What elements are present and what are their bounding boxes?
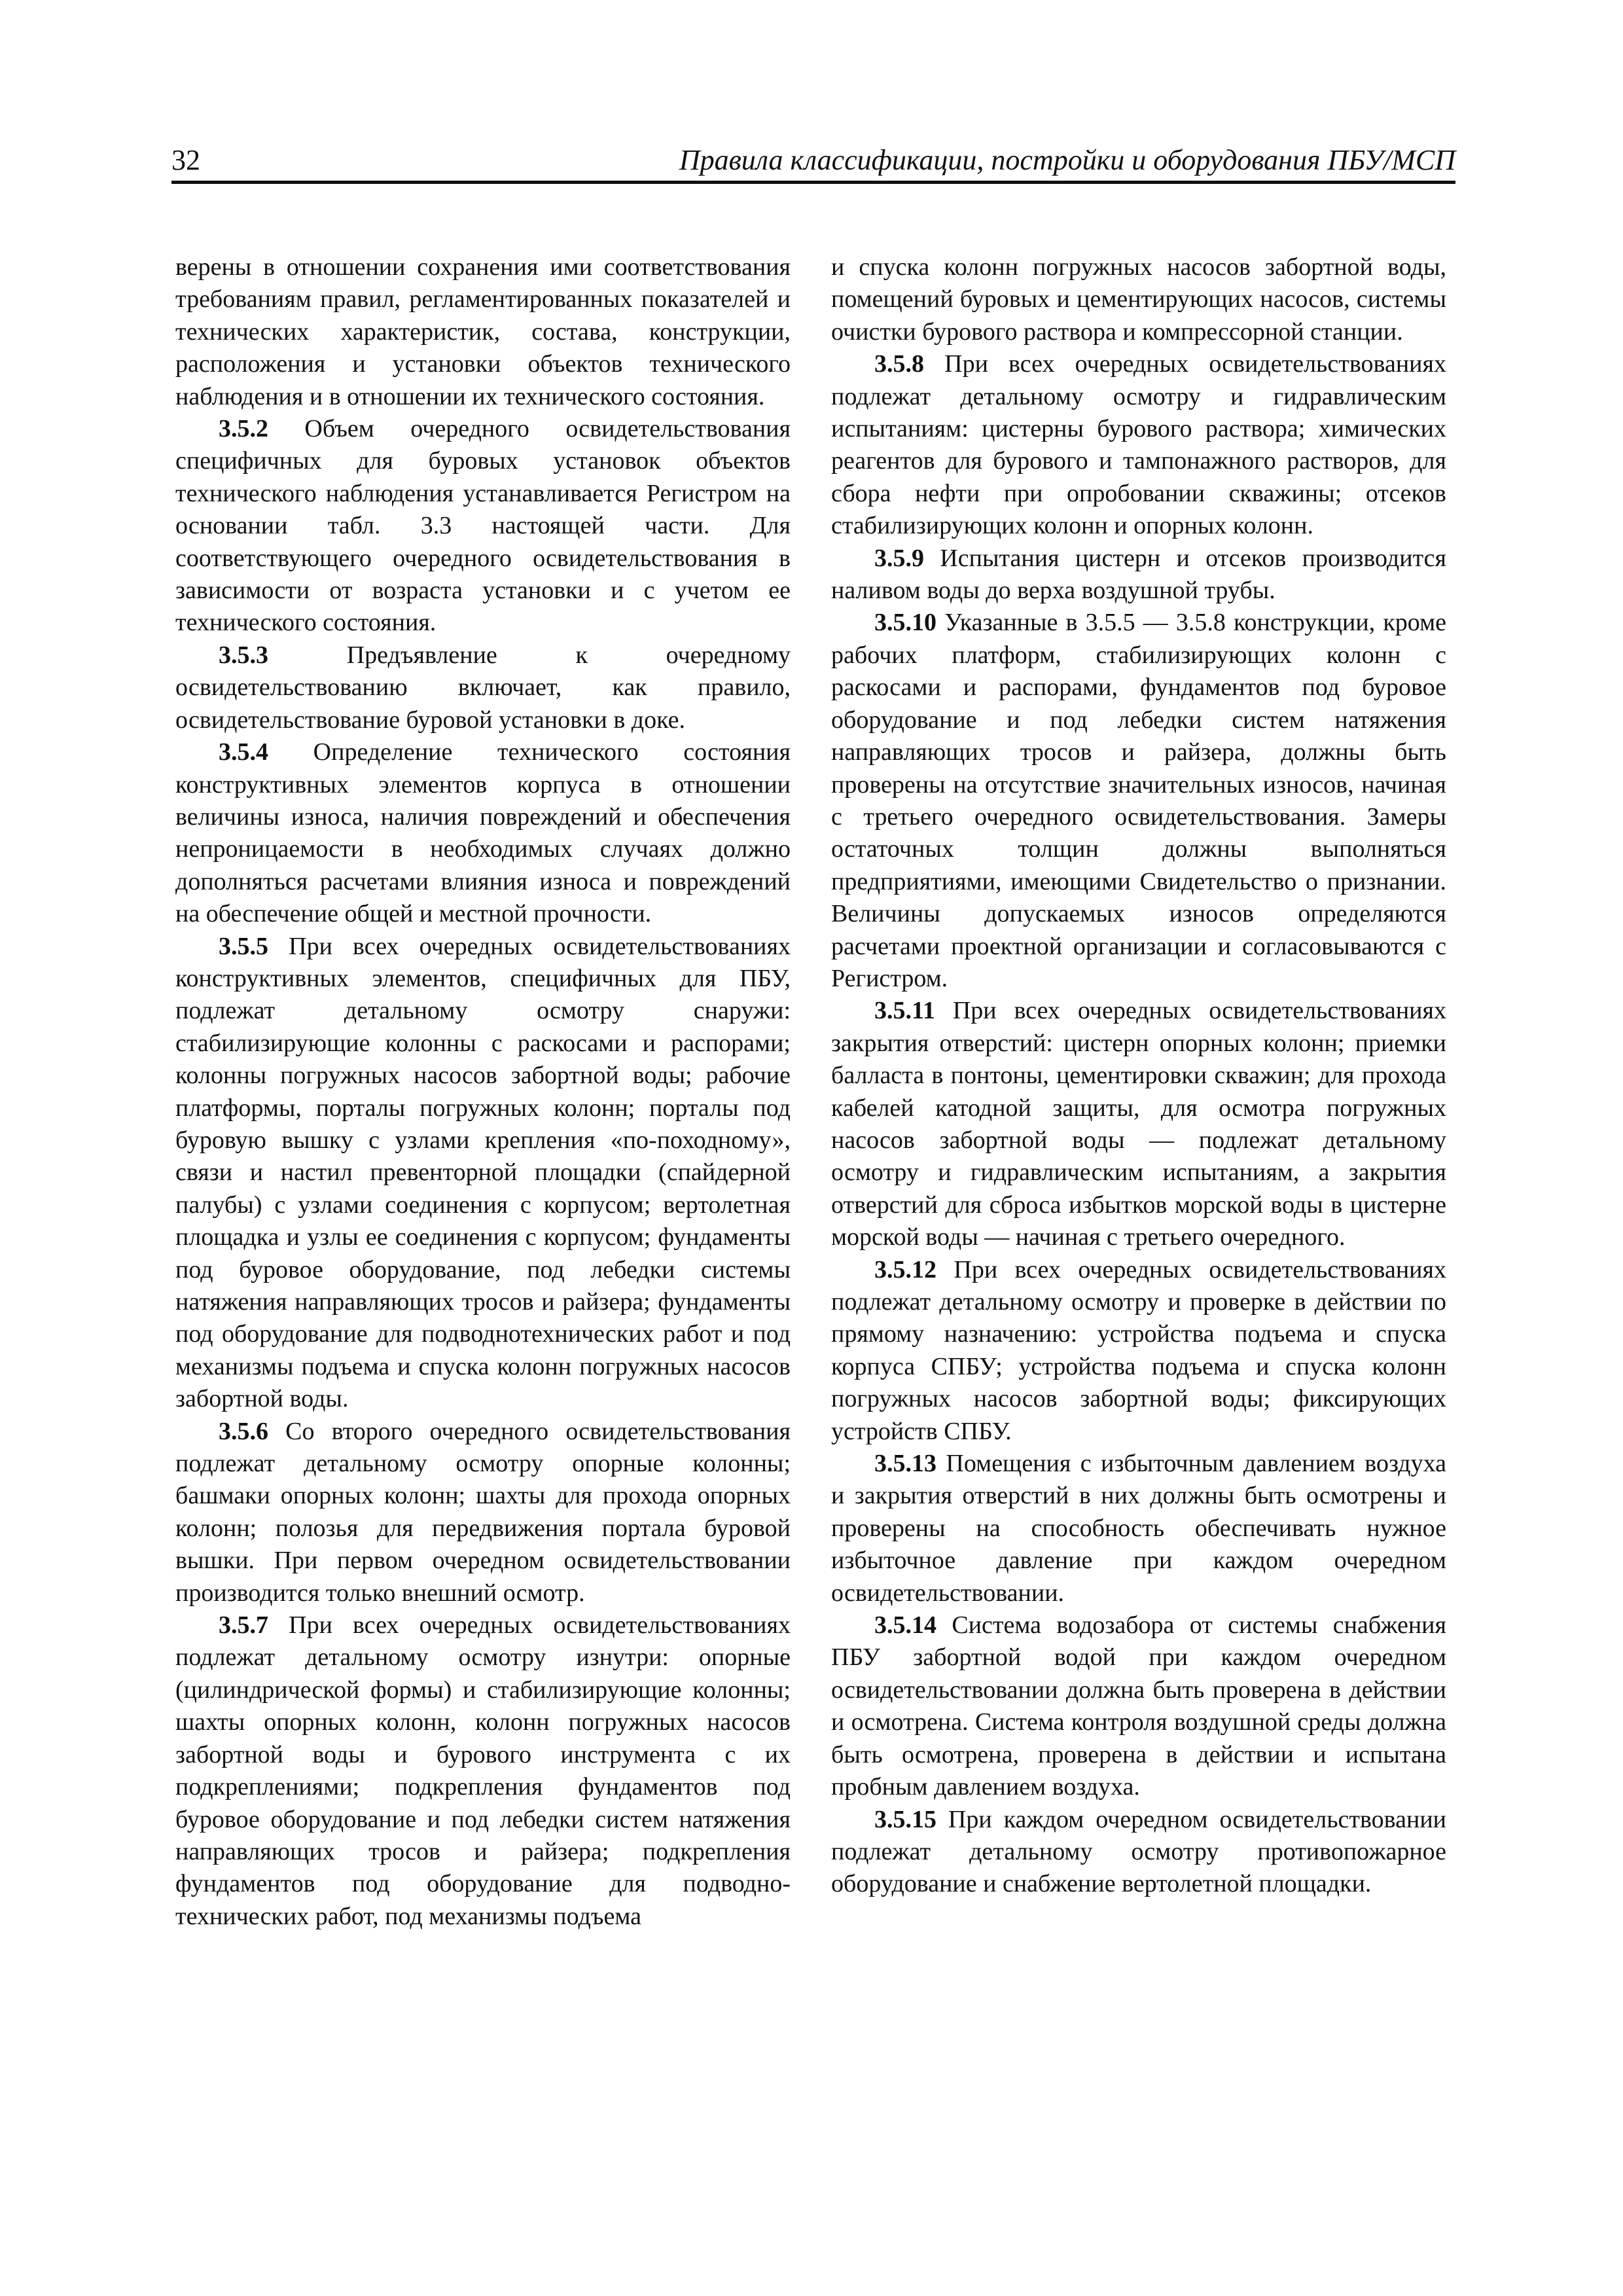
paragraph-3-5-11 xyxy=(831,995,1446,1253)
paragraph-3-5-15 xyxy=(831,1804,1446,1901)
paragraph-text: Помещения с избыточным давлением воздуха и закрытия отверстий в них должны быть осмотрены и проверены на способность обеспечивать нужное избыточное давление при каждом очередном освидетельствовании. xyxy=(831,1450,1446,1607)
paragraph-text: При каждом очередном освидетельствовании подлежат детальному осмотру противопожарное оборудование и снабжение вертолетной площадки. xyxy=(831,1805,1446,1898)
clause-number: 3.5.3 xyxy=(219,641,268,669)
clause-number: 3.5.15 xyxy=(874,1805,936,1833)
clause-number: 3.5.8 xyxy=(874,350,924,378)
paragraph-3-5-3 xyxy=(175,639,791,736)
paragraph-text: При всех очередных освидетельствованиях подлежат детальному осмотру и гидравлическим испытаниям: цистерны бурового раствора; химических реагентов для бурового и тампонажного растворов, для сбора нефти при опробовании скважины; отсеков стабилизирующих колонн и опорных колонн. xyxy=(831,350,1446,540)
paragraph-text: Испытания цистерн и отсеков производится наливом воды до верха воздушной трубы. xyxy=(831,544,1447,605)
paragraph-text: Предъявление к очередному освидетельствованию включает, как правило, освидетельствование буровой установки в доке. xyxy=(175,641,791,734)
page-number: 32 xyxy=(171,144,200,176)
paragraph-text: При всех очередных освидетельствованиях конструктивных элементов, специфичных для ПБУ, подлежат детальному осмотру снаружи: стабилизирующие колонны с раскосами и распорами; колонны погружных насосов забортной воды; рабочие платформы, порталы погружных колонн; порталы под буровую вышку с узлами крепления «по-походному», связи и настил превенторной площадки (спайдерной палубы) с узлами соединения с корпусом; вертолетная площадка и узлы ее соединения с корпусом; фундаменты под буровое оборудование, под лебедки системы натяжения направляющих тросов и райзера; фундаменты под оборудование для подводнотехнических работ и под механизмы подъема и спуска колонн погружных насосов забортной воды. xyxy=(175,932,791,1413)
left-column xyxy=(175,251,791,1933)
running-title: Правила классификации, постройки и оборудования ПБУ/МСП xyxy=(679,144,1455,176)
paragraph-3-5-2 xyxy=(175,413,791,639)
paragraph-3-5-4 xyxy=(175,736,791,930)
clause-number: 3.5.10 xyxy=(874,609,936,637)
running-header xyxy=(171,139,1455,184)
clause-number: 3.5.4 xyxy=(219,738,268,766)
paragraph-text: Определение технического состояния конструктивных элементов корпуса в отношении величины износа, наличия повреждений и обеспечения непроницаемости в необходимых случаях должно дополняться расчетами влияния износа и повреждений на обеспечение общей и местной прочности. xyxy=(175,738,791,928)
paragraph-text: При всех очередных освидетельствованиях подлежат детальному осмотру и проверке в действии по прямому назначению: устройства подъема и спуска корпуса СПБУ; устройства подъема и спуска колонн погружных насосов забортной воды; фиксирующих устройств СПБУ. xyxy=(831,1255,1446,1445)
paragraph-3-5-9 xyxy=(831,543,1446,607)
paragraph-3-5-12 xyxy=(831,1254,1446,1448)
paragraph-text: Указанные в 3.5.5 — 3.5.8 конструкции, кроме рабочих платформ, стабилизирующих колонн с раскосами и распорами, фундаментов под буровое оборудование и под лебедки систем натяжения направляющих тросов и райзера, должны быть проверены на отсутствие значительных износов, начиная с третьего очередного освидетельствования. Замеры остаточных толщин должны выполняться предприятиями, имеющими Свидетельство о признании. Величины допускаемых износов определяются расчетами проектной организации и согласовываются с Регистром. xyxy=(831,609,1446,992)
paragraph-text: При всех очередных освидетельствованиях подлежат детальному осмотру изнутри: опорные (цилиндрической формы) и стабилизирующие колонны; шахты опорных колонн, колонн погружных насосов забортной воды и бурового инструмента с их подкреплениями; подкрепления фундаментов под буровое оборудование и под лебедки систем натяжения направляющих тросов и райзера; подкрепления фундаментов под оборудование для подводно-технических работ, под механизмы подъема xyxy=(175,1611,791,1930)
paragraph-3-5-14 xyxy=(831,1609,1446,1803)
clause-number: 3.5.12 xyxy=(874,1255,936,1283)
paragraph-3-5-6 xyxy=(175,1416,791,1609)
clause-number: 3.5.11 xyxy=(874,997,935,1025)
paragraph xyxy=(831,251,1446,348)
paragraph-3-5-13 xyxy=(831,1448,1446,1609)
clause-number: 3.5.9 xyxy=(874,544,924,572)
clause-number: 3.5.13 xyxy=(874,1450,936,1478)
paragraph xyxy=(175,251,791,413)
paragraph-text: верены в отношении сохранения ими соответствования требованиям правил, регламентированных показателей и технических характеристик, состава, конструкции, расположения и установки объектов технического наблюдения и в отношении их технического состояния. xyxy=(175,253,791,410)
clause-number: 3.5.14 xyxy=(874,1611,936,1640)
clause-number: 3.5.5 xyxy=(219,932,268,960)
right-column xyxy=(831,251,1446,1901)
paragraph-text: При всех очередных освидетельствованиях закрытия отверстий: цистерн опорных колонн; приемки балласта в понтоны, цементировки скважин; для прохода кабелей катодной защиты, для осмотра погружных насосов забортной воды — подлежат детальному осмотру и гидравлическим испытаниям, а закрытия отверстий для сброса избытков морской воды в цистерне морской воды — начиная с третьего очередного. xyxy=(831,997,1446,1251)
clause-number: 3.5.7 xyxy=(219,1611,268,1640)
paragraph-text: Система водозабора от системы снабжения ПБУ забортной водой при каждом очередном освидетельствовании должна быть проверена в действии и осмотрена. Система контроля воздушной среды должна быть осмотрена, проверена в действии и испытана пробным давлением воздуха. xyxy=(831,1611,1446,1801)
paragraph-text: и спуска колонн погружных насосов забортной воды, помещений буровых и цементирующих насосов, системы очистки бурового раствора и компрессорной станции. xyxy=(831,253,1446,346)
clause-number: 3.5.2 xyxy=(219,415,268,443)
clause-number: 3.5.6 xyxy=(219,1417,268,1445)
paragraph-3-5-8 xyxy=(831,348,1446,542)
paragraph-3-5-10 xyxy=(831,607,1446,995)
paragraph-text: Со второго очередного освидетельствования подлежат детальному осмотру опорные колонны; башмаки опорных колонн; шахты для прохода опорных колонн; полозья для передвижения портала буровой вышки. При первом очередном освидетельствовании производится только внешний осмотр. xyxy=(175,1417,791,1607)
paragraph-text: Объем очередного освидетельствования специфичных для буровых установок объектов технического наблюдения устанавливается Регистром на основании табл. 3.3 настоящей части. Для соответствующего очередного освидетельствования в зависимости от возраста установки и с учетом ее технического состояния. xyxy=(175,415,791,637)
paragraph-3-5-5 xyxy=(175,931,791,1416)
paragraph-3-5-7 xyxy=(175,1609,791,1933)
